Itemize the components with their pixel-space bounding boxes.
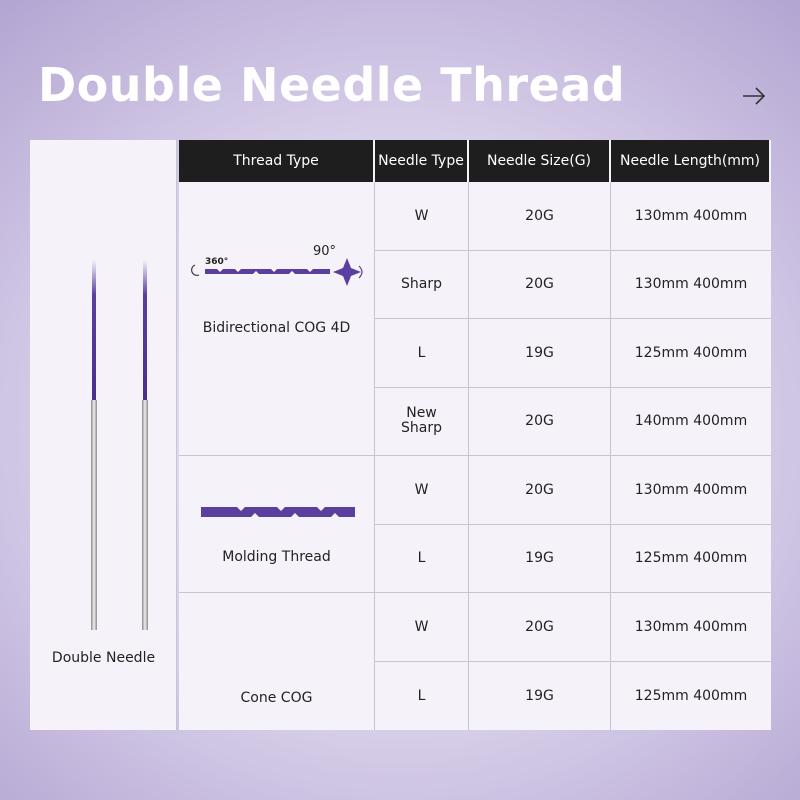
angle-label: 90° bbox=[313, 244, 337, 259]
needle-type-cell: W bbox=[375, 182, 469, 251]
thread-type-bidirectional bbox=[179, 182, 375, 456]
needle-type-cell bbox=[375, 388, 469, 457]
double-needle-label: Double Needle bbox=[51, 650, 156, 666]
arrow-right-icon[interactable] bbox=[742, 86, 766, 106]
rotation-label: 360° bbox=[205, 257, 229, 267]
thread-name-cone: Cone COG bbox=[240, 690, 313, 706]
needle-length-cell: 130mm 400mm bbox=[611, 593, 771, 662]
molding-thread-icon bbox=[179, 502, 375, 522]
needle-size-cell: 20G bbox=[469, 593, 611, 662]
needle-length-cell: 130mm 400mm bbox=[611, 182, 771, 251]
needle-size-cell: 20G bbox=[469, 182, 611, 251]
page-title: Double Needle Thread bbox=[38, 58, 626, 112]
needle-length-cell: 130mm 400mm bbox=[611, 456, 771, 525]
spec-table bbox=[179, 140, 771, 730]
needle-length-cell: 140mm 400mm bbox=[611, 388, 771, 457]
needle-length-cell: 125mm 400mm bbox=[611, 662, 771, 731]
needle-size-cell: 19G bbox=[469, 525, 611, 594]
needle-type-cell: W bbox=[375, 593, 469, 662]
needle-size-cell: 19G bbox=[469, 319, 611, 388]
needle-type-cell: L bbox=[375, 319, 469, 388]
needle-type-cell: Sharp bbox=[375, 251, 469, 320]
double-needle-image bbox=[88, 260, 158, 640]
needle-type-cell: L bbox=[375, 662, 469, 731]
needle-length-cell: 125mm 400mm bbox=[611, 319, 771, 388]
header-needle-type: Needle Type bbox=[375, 140, 469, 182]
needle-size-cell: 20G bbox=[469, 388, 611, 457]
needle-length-cell: 125mm 400mm bbox=[611, 525, 771, 594]
needle-type-cell: L bbox=[375, 525, 469, 594]
needle-length-cell: 130mm 400mm bbox=[611, 251, 771, 320]
header-needle-size: Needle Size(G) bbox=[469, 140, 611, 182]
thread-type-molding bbox=[179, 456, 375, 593]
needle-type-line: New bbox=[406, 405, 437, 422]
needle-size-cell: 20G bbox=[469, 251, 611, 320]
needle-size-cell: 20G bbox=[469, 456, 611, 525]
header-needle-length: Needle Length(mm) bbox=[611, 140, 771, 182]
thread-type-cone bbox=[179, 593, 375, 730]
thread-name-bidirectional: Bidirectional COG 4D bbox=[202, 320, 351, 336]
thread-name-molding: Molding Thread bbox=[222, 549, 331, 565]
double-needle-panel bbox=[30, 140, 177, 730]
bidirectional-cog-thread-icon bbox=[179, 242, 375, 302]
needle-size-cell: 19G bbox=[469, 662, 611, 731]
needle-type-line: Sharp bbox=[401, 420, 442, 437]
header-thread-type: Thread Type bbox=[179, 140, 375, 182]
needle-type-cell: W bbox=[375, 456, 469, 525]
